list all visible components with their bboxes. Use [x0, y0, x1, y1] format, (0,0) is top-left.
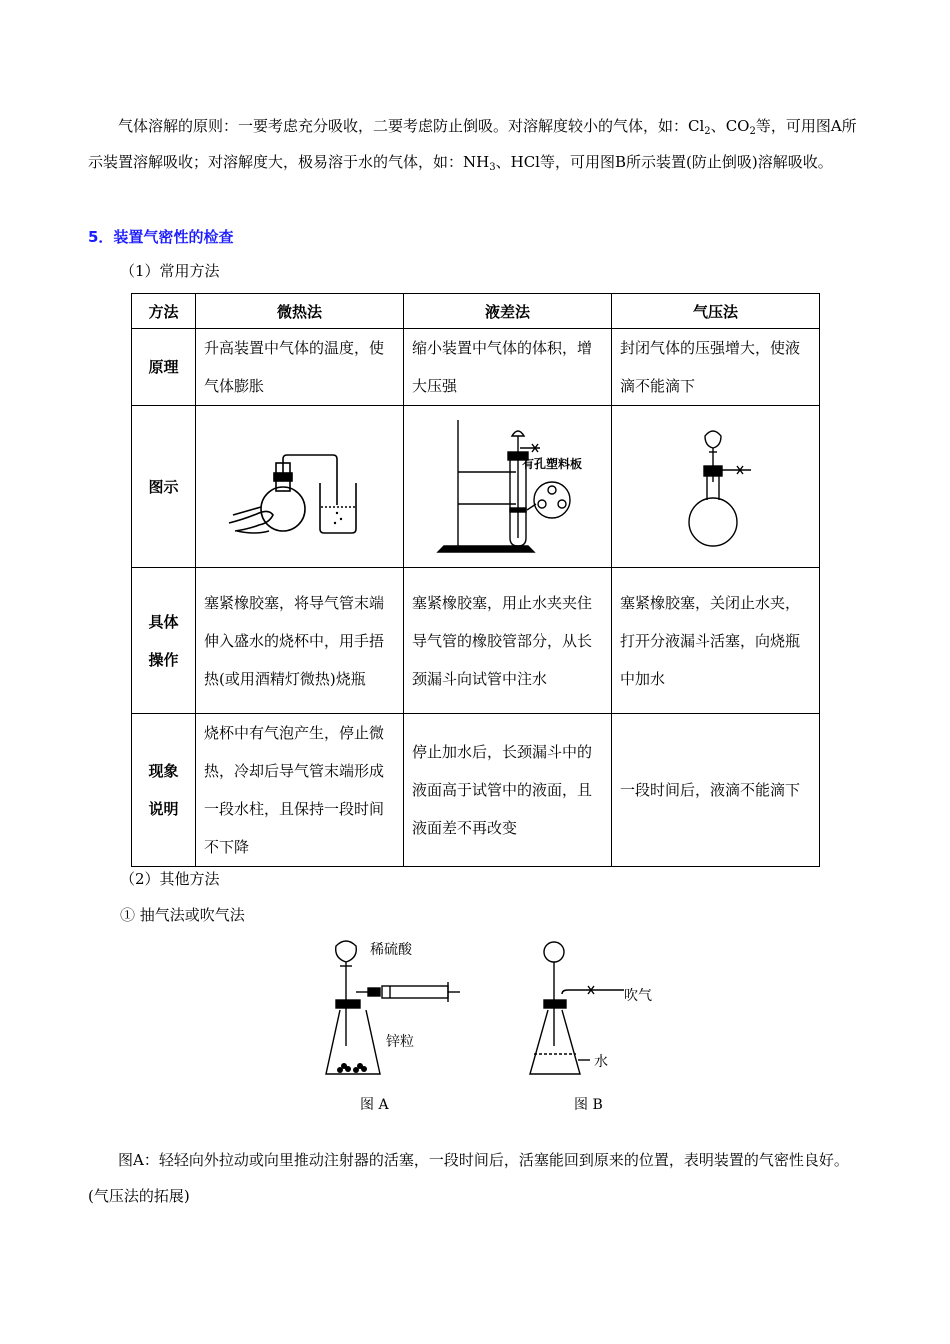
- header-pressure: 气压法: [612, 294, 820, 329]
- cell-principle-heating: 升高装置中气体的温度，使气体膨胀: [196, 329, 404, 406]
- header-level-difference: 液差法: [404, 294, 612, 329]
- table-row-principle: [132, 329, 820, 406]
- cell-phenomenon-pressure: 一段时间后，液滴不能滴下: [612, 714, 820, 867]
- figure-heating-method: [196, 406, 404, 568]
- figure-level-difference-method: [404, 406, 612, 568]
- blow-label: 吹气: [624, 988, 652, 1004]
- cell-phenomenon-heating: 烧杯中有气泡产生，停止微热，冷却后导气管末端形成一段水柱，且保持一段时间不下降: [196, 714, 404, 867]
- methods-table: [131, 293, 820, 867]
- cell-principle-pressure: 封闭气体的压强增大，使液滴不能滴下: [612, 329, 820, 406]
- figure-pressure-method: [612, 406, 820, 568]
- water-label: 水: [594, 1054, 608, 1070]
- subheading-other-methods: （2）其他方法: [120, 870, 220, 888]
- plate-label: 有孔塑料板: [521, 456, 582, 471]
- table-row-figure: [132, 406, 820, 568]
- table-header-row: [132, 294, 820, 329]
- cell-principle-level: 缩小装置中气体的体积，增大压强: [404, 329, 612, 406]
- test-tube-funnel-diagram: [428, 412, 588, 562]
- table-row-phenomenon: [132, 714, 820, 867]
- header-heating: 微热法: [196, 294, 404, 329]
- intro-paragraph: 气体溶解的原则：一要考虑充分吸收，二要考虑防止倒吸。对溶解度较小的气体，如：$Cl_2$、$CO_2$等，可用图A所示装置溶解吸收；对溶解度大，极易溶于水的气体，如：$NH_3$、HCl等，可用图B所示装置(防止倒吸)溶解吸收。: [88, 117, 857, 173]
- flask-beaker-diagram: [225, 427, 375, 547]
- row-label-principle: 原理: [132, 329, 196, 406]
- cell-operation-pressure: 塞紧橡胶塞，关闭止水夹，打开分液漏斗活塞，向烧瓶中加水: [612, 568, 820, 714]
- row-label-phenomenon: 现象 说明: [132, 714, 196, 867]
- section-heading: 5．装置气密性的检查: [88, 228, 234, 246]
- row-label-figure: 图示: [132, 406, 196, 568]
- table-row-operation: [132, 568, 820, 714]
- figure-a-caption: 图 A: [360, 1097, 389, 1113]
- acid-label: 稀硫酸: [370, 942, 412, 958]
- figure-a-diagram: [310, 936, 470, 1086]
- cell-operation-heating: 塞紧橡胶塞，将导气管末端伸入盛水的烧杯中，用手捂热(或用酒精灯微热)烧瓶: [196, 568, 404, 714]
- subheading-common-methods: （1）常用方法: [120, 262, 220, 280]
- conclusion-paragraph: 图A：轻轻向外拉动或向里推动注射器的活塞，一段时间后，活塞能回到原来的位置，表明装置的气密性良好。(气压法的拓展): [88, 1151, 849, 1205]
- subheading-pump-blow: ① 抽气法或吹气法: [120, 906, 245, 924]
- figure-b-caption: 图 B: [574, 1097, 603, 1113]
- figure-b-diagram: [524, 936, 664, 1086]
- flask-funnel-diagram: [661, 422, 771, 552]
- row-label-operation: 具体 操作: [132, 568, 196, 714]
- header-method: 方法: [132, 294, 196, 329]
- cell-phenomenon-level: 停止加水后，长颈漏斗中的液面高于试管中的液面，且液面差不再改变: [404, 714, 612, 867]
- cell-operation-level: 塞紧橡胶塞，用止水夹夹住导气管的橡胶管部分，从长颈漏斗向试管中注水: [404, 568, 612, 714]
- zinc-label: 锌粒: [386, 1034, 414, 1050]
